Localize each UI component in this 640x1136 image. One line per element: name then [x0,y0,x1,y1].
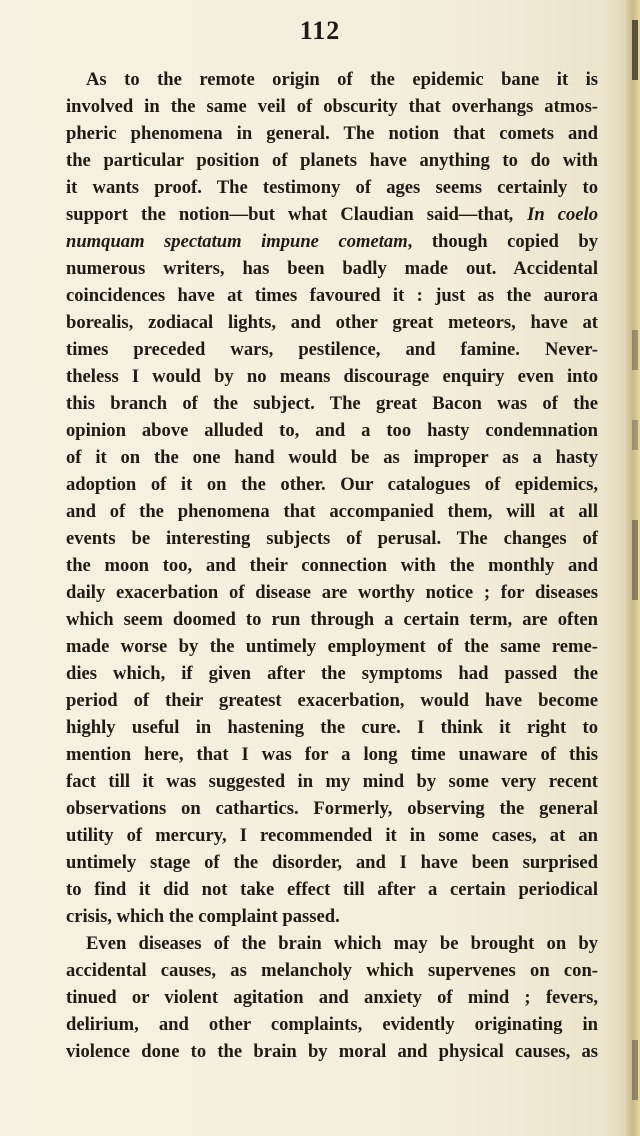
text-line: times preceded wars, pestilence, and famine. Never- [66,339,598,360]
text-line: numquam spectatum impune cometam, though copied by [66,231,598,252]
text-line: this branch of the subject. The great Bacon was of the [66,393,598,414]
italic-phrase: , In coelo [509,204,598,225]
text-line: made worse by the untimely employment of the same reme- [66,636,598,657]
edge-mark [632,1040,638,1100]
text-line: untimely stage of the disorder, and I have been surprised [66,852,598,873]
text-line: of it on the one hand would be as improper as a hasty [66,447,598,468]
text-line: support the notion—but what Claudian said—that, In coelo [66,204,598,225]
text-line: adoption of it on the other. Our catalogues of epidemics, [66,474,598,495]
text-line: violence done to the brain by moral and physical causes, as [66,1041,598,1062]
text-line: delirium, and other complaints, evidently originating in [66,1014,598,1035]
text-line: As to the remote origin of the epidemic bane it is [86,69,598,90]
text-line: borealis, zodiacal lights, and other great meteors, have at [66,312,598,333]
text-line: and of the phenomena that accompanied them, will at all [66,501,598,522]
text-line: period of their greatest exacerbation, would have become [66,690,598,711]
text-line: utility of mercury, I recommended it in some cases, at an [66,825,598,846]
text-line: tinued or violent agitation and anxiety of mind ; fevers, [66,987,598,1008]
edge-mark [632,520,638,600]
text-line: coincidences have at times favoured it : just as the aurora [66,285,598,306]
edge-mark [632,420,638,450]
page-edge-shadow [626,0,640,1136]
text-line: pheric phenomena in general. The notion that comets and [66,123,598,144]
text-line: numerous writers, has been badly made out. Accidental [66,258,598,279]
text-line: it wants proof. The testimony of ages seems certainly to [66,177,598,198]
text-line: theless I would by no means discourage enquiry even into [66,366,598,387]
text-line: mention here, that I was for a long time unaware of this [66,744,598,765]
text-line: highly useful in hastening the cure. I think it right to [66,717,598,738]
text-line: to find it did not take effect till after a certain periodical [66,879,598,900]
page-number: 112 [299,16,341,45]
text-line: involved in the same veil of obscurity that overhangs atmos- [66,96,598,117]
text-line: daily exacerbation of disease are worthy notice ; for diseases [66,582,598,603]
text-line: crisis, which the complaint passed. [66,906,340,927]
italic-phrase: numquam spectatum impune cometam [66,231,408,252]
text-line: which seem doomed to run through a certain term, are often [66,609,598,630]
text-line: dies which, if given after the symptoms had passed the [66,663,598,684]
text-line: observations on cathartics. Formerly, observing the general [66,798,598,819]
text-line: the particular position of planets have anything to do with [66,150,598,171]
text-line: the moon too, and their connection with the monthly and [66,555,598,576]
text-line: fact till it was suggested in my mind by some very recent [66,771,598,792]
text-line: accidental causes, as melancholy which supervenes on con- [66,960,598,981]
text-line: opinion above alluded to, and a too hasty condemnation [66,420,598,441]
text-line: Even diseases of the brain which may be brought on by [86,933,598,954]
edge-mark [632,330,638,370]
body-text [66,66,598,1065]
text-line: events be interesting subjects of perusal. The changes of [66,528,598,549]
